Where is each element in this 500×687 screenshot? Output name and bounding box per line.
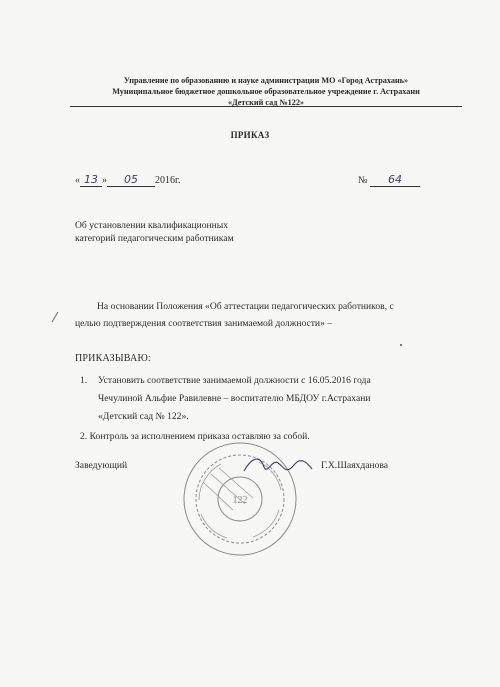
order-word: ПРИКАЗЫВАЮ: bbox=[75, 353, 151, 364]
item-1-line-1: Установить соответствие занимаемой должности с 16.05.2016 года bbox=[98, 375, 371, 386]
signatory-position: Заведующий bbox=[75, 460, 128, 471]
number-label: № bbox=[358, 175, 368, 186]
order-item-1 bbox=[80, 372, 440, 426]
item-2-number: 2. bbox=[80, 431, 88, 442]
dot-mark-icon bbox=[398, 342, 404, 348]
date-month: 05 bbox=[107, 173, 155, 187]
subject-line-1: Об установлении квалификационных bbox=[75, 220, 229, 231]
item-2-text: Контроль за исполнением приказа оставляю за собой. bbox=[89, 431, 310, 442]
date-open-quote: « bbox=[75, 175, 80, 186]
organization-header bbox=[70, 75, 462, 108]
stamp-number: 122 bbox=[232, 495, 248, 506]
date-day: 13 bbox=[80, 173, 102, 187]
header-line-2: Муниципальное бюджетное дошкольное образовательное учреждение г. Астрахани bbox=[112, 87, 420, 96]
order-items bbox=[80, 372, 440, 446]
header-line-3: «Детский сад №122» bbox=[227, 98, 305, 107]
header-line-1: Управление по образованию и науке администрации МО «Город Астрахань» bbox=[123, 76, 409, 85]
order-number bbox=[358, 173, 420, 187]
subject-line-2: категорий педагогическим работникам bbox=[75, 233, 234, 244]
pen-mark-icon bbox=[50, 310, 60, 324]
basis-line-1: На основании Положения «Об аттестации педагогических работников, с bbox=[97, 301, 394, 312]
basis-line-2: целью подтверждения соответствия занимаемой должности» – bbox=[75, 318, 333, 329]
item-1-line-2: Чечулиной Альфие Равилевне – воспитателю МБДОУ г.Астрахани bbox=[98, 393, 371, 404]
signatory-name: Г.Х.Шаяхданова bbox=[321, 460, 389, 471]
handwritten-signature-icon bbox=[240, 445, 320, 485]
document-title: ПРИКАЗ bbox=[230, 130, 270, 140]
date-close-quote: » bbox=[102, 175, 107, 186]
order-subject bbox=[75, 219, 234, 245]
order-date bbox=[75, 173, 180, 187]
order-basis bbox=[75, 298, 455, 332]
header-divider bbox=[70, 106, 462, 107]
date-year: 2016г. bbox=[155, 175, 181, 186]
item-1-line-3: «Детский сад № 122». bbox=[98, 411, 189, 422]
number-value: 64 bbox=[370, 173, 420, 187]
item-1-number: 1. bbox=[80, 375, 88, 386]
